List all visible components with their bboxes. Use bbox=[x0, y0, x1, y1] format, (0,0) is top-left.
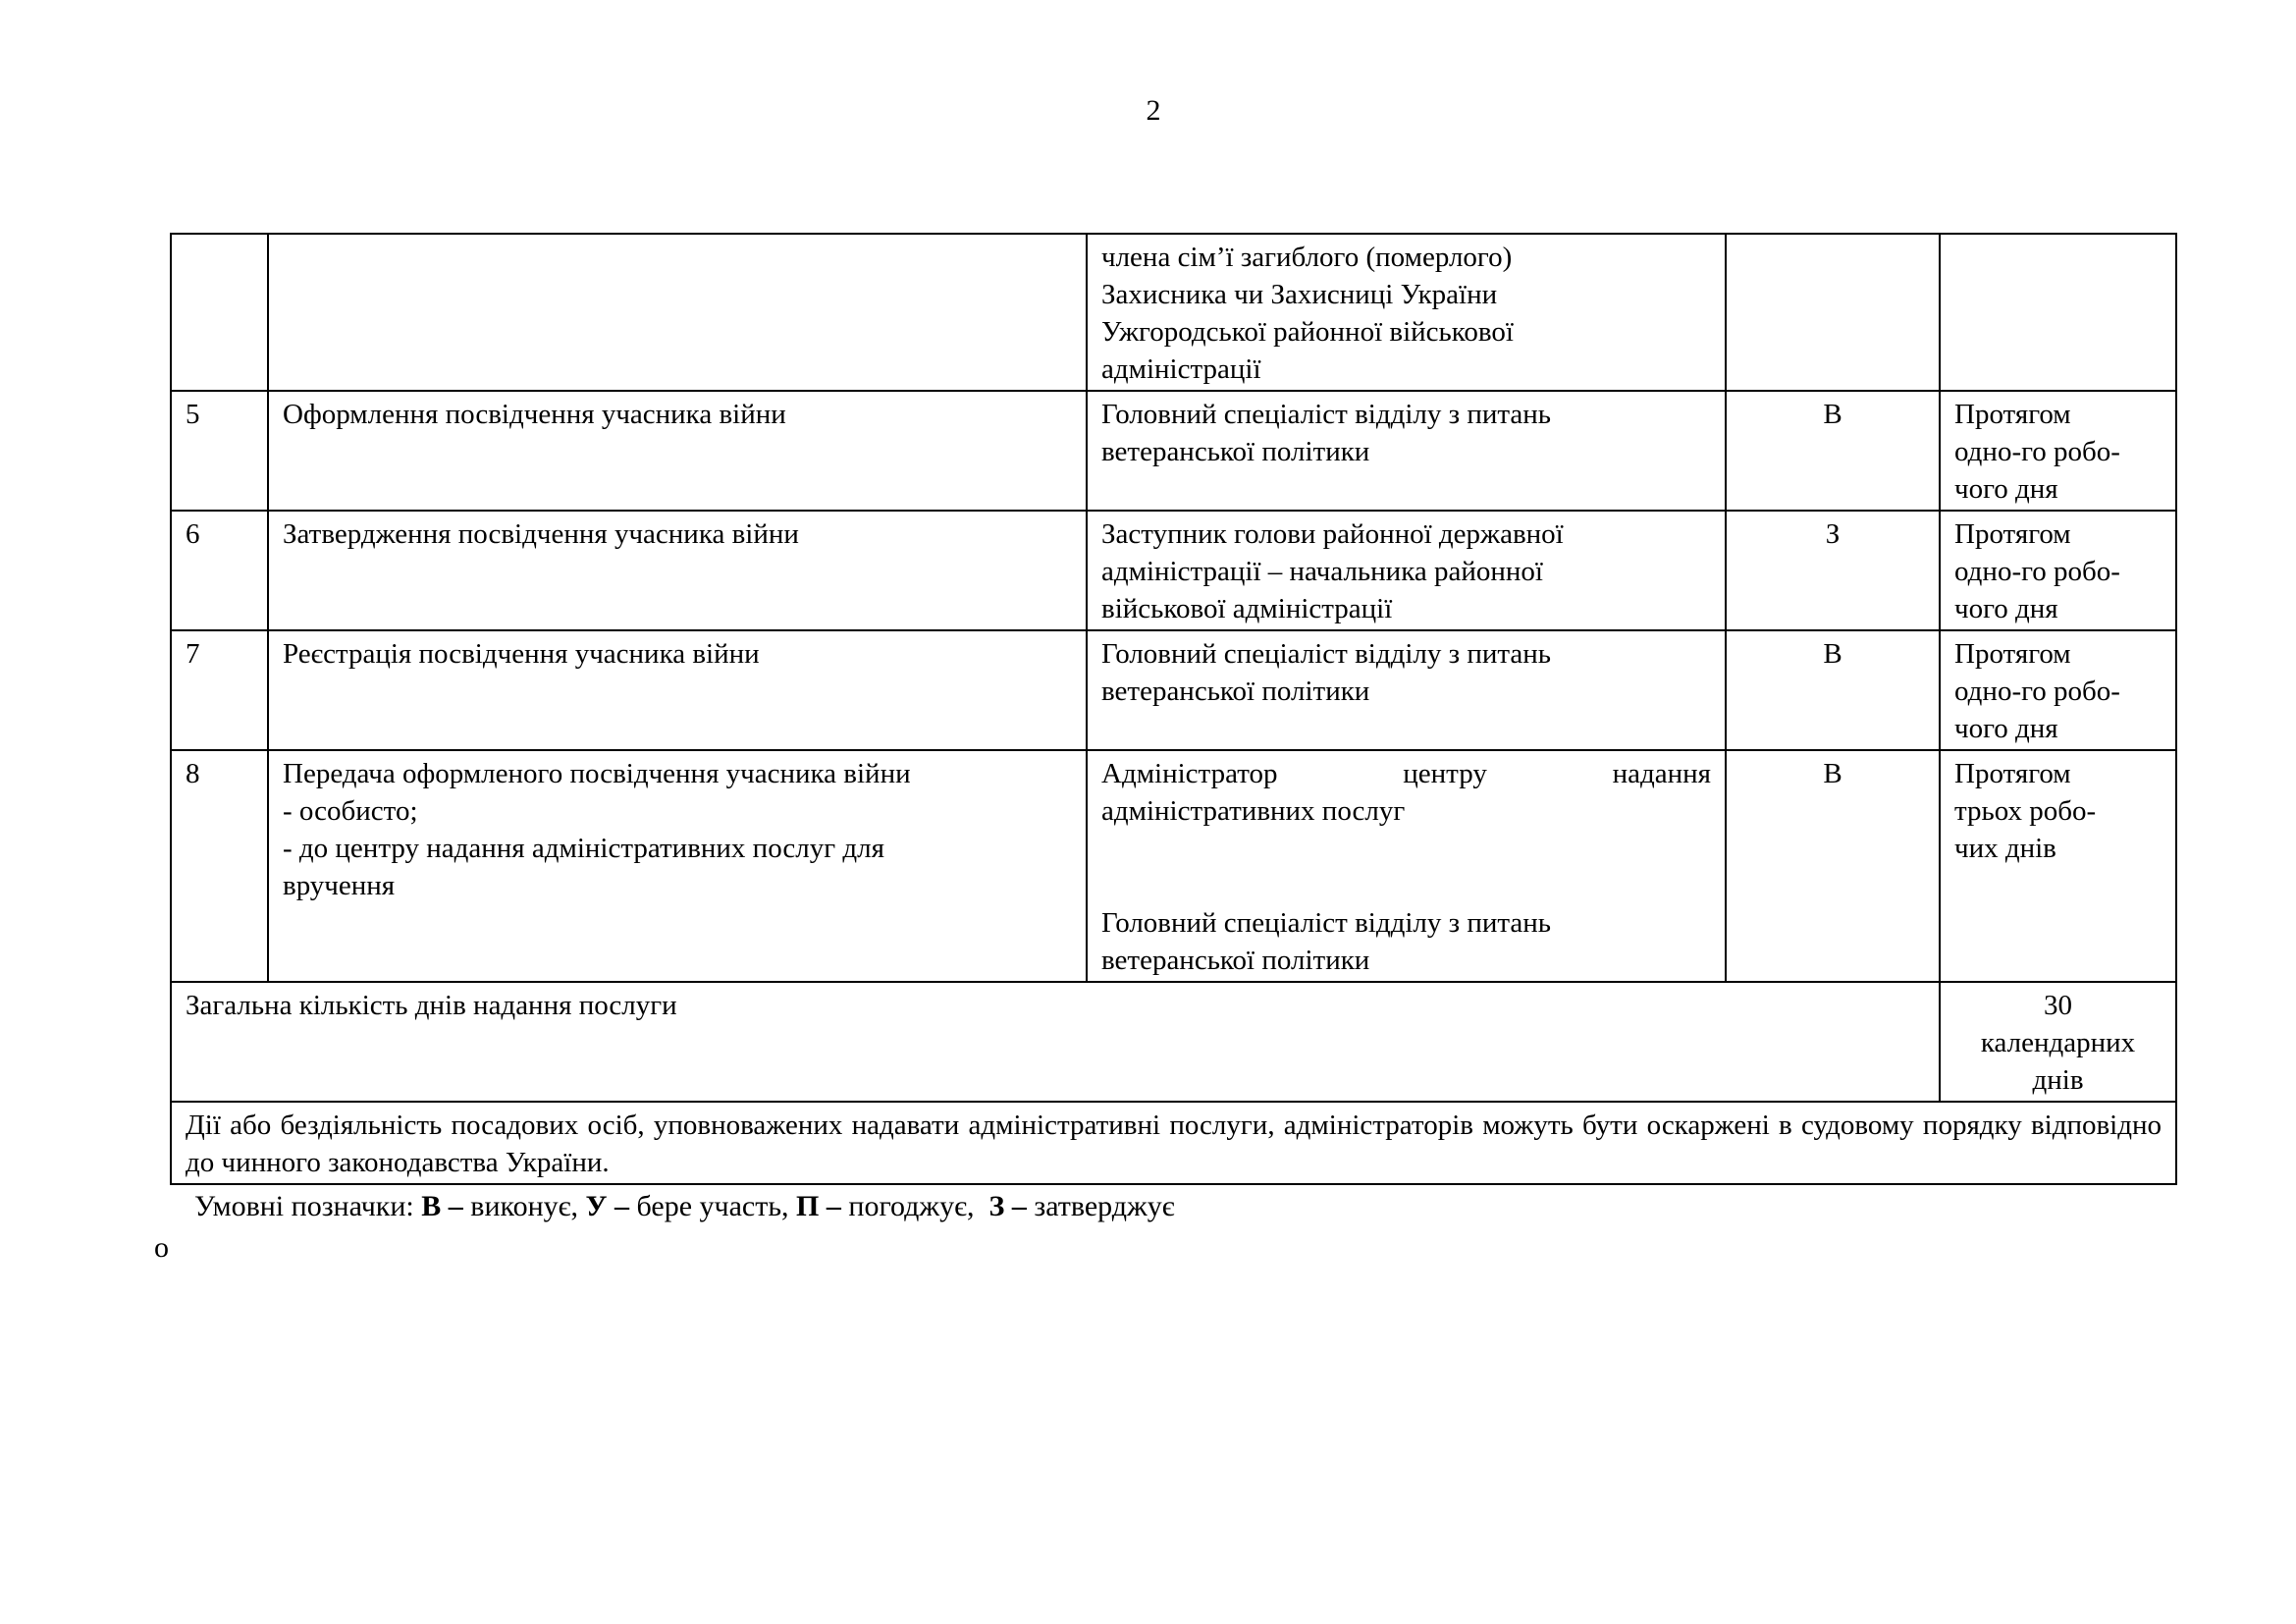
stage-cell: Оформлення посвідчення учасника війни bbox=[268, 391, 1087, 511]
legend bbox=[194, 1188, 1175, 1225]
responsible-line: Заступник голови районної державної bbox=[1101, 518, 1564, 550]
total-value-line: календарних bbox=[1980, 1027, 2136, 1058]
stage-line: - особисто; bbox=[283, 795, 418, 827]
row-number-cell: 5 bbox=[171, 391, 268, 511]
responsible-line: військової адміністрації bbox=[1101, 593, 1393, 624]
term-cell bbox=[1940, 234, 2176, 391]
stage-cell: Затвердження посвідчення учасника війни bbox=[268, 511, 1087, 630]
term-line: Протягом bbox=[1954, 638, 2071, 670]
page-number: 2 bbox=[1146, 94, 1161, 127]
responsible-line: Головний спеціаліст відділу з питань bbox=[1101, 399, 1552, 430]
stage-cell: Реєстрація посвідчення учасника війни bbox=[268, 630, 1087, 750]
term-line: чого дня bbox=[1954, 473, 2058, 505]
term-line: одно-го робо- bbox=[1954, 436, 2120, 467]
total-row bbox=[171, 982, 2176, 1102]
table-row bbox=[171, 234, 2176, 391]
responsible-line: Головний спеціаліст відділу з питань bbox=[1101, 638, 1552, 670]
total-value-line: 30 bbox=[2044, 990, 2072, 1021]
term-line: Протягом bbox=[1954, 758, 2071, 789]
row-number-cell bbox=[171, 234, 268, 391]
term-line: одно-го робо- bbox=[1954, 556, 2120, 587]
term-line: чих днів bbox=[1954, 833, 2056, 864]
term-cell bbox=[1940, 391, 2176, 511]
spacer bbox=[1101, 830, 1711, 904]
responsible-line: ветеранської політики bbox=[1101, 676, 1370, 707]
responsible-line: Ужгородської районної військової bbox=[1101, 316, 1514, 348]
responsible-cell bbox=[1087, 630, 1726, 750]
table-row bbox=[171, 391, 2176, 511]
responsible-cell bbox=[1087, 511, 1726, 630]
responsible-line: адміністрації bbox=[1101, 353, 1261, 385]
term-line: чого дня bbox=[1954, 713, 2058, 744]
appeal-text: Дії або бездіяльність посадових осіб, уповноважених надавати адміністративні послуги, адміністраторів можуть бути оскаржені в судовому порядку відповідно до чинного законодавства України. bbox=[171, 1102, 2176, 1184]
stray-character: о bbox=[154, 1231, 169, 1264]
responsible-line: члена сім’ї загиблого (померлого) bbox=[1101, 242, 1513, 273]
term-line: чого дня bbox=[1954, 593, 2058, 624]
mark-cell bbox=[1726, 234, 1940, 391]
term-line: одно-го робо- bbox=[1954, 676, 2120, 707]
term-cell bbox=[1940, 630, 2176, 750]
legend-text: погоджує, bbox=[840, 1190, 989, 1222]
responsible-line: ветеранської політики bbox=[1101, 945, 1370, 976]
responsible-line: ветеранської політики bbox=[1101, 436, 1370, 467]
process-table bbox=[170, 233, 2177, 1185]
row-number-cell: 7 bbox=[171, 630, 268, 750]
mark-cell: В bbox=[1726, 630, 1940, 750]
responsible-cell bbox=[1087, 750, 1726, 982]
row-number-cell: 6 bbox=[171, 511, 268, 630]
stage-line: вручення bbox=[283, 870, 396, 901]
legend-text: виконує, bbox=[462, 1190, 586, 1222]
responsible-cell bbox=[1087, 391, 1726, 511]
appeal-row bbox=[171, 1102, 2176, 1184]
responsible-cell bbox=[1087, 234, 1726, 391]
total-label: Загальна кількість днів надання послуги bbox=[171, 982, 1940, 1102]
total-value-line: днів bbox=[2032, 1064, 2084, 1096]
stage-line: Передача оформленого посвідчення учасника війни bbox=[283, 758, 911, 789]
legend-code: В – bbox=[421, 1190, 463, 1222]
term-cell bbox=[1940, 511, 2176, 630]
legend-text: затверджує bbox=[1026, 1190, 1175, 1222]
row-number-cell: 8 bbox=[171, 750, 268, 982]
term-line: трьох робо- bbox=[1954, 795, 2097, 827]
legend-code: З – bbox=[988, 1190, 1027, 1222]
legend-text: бере участь, bbox=[629, 1190, 797, 1222]
responsible-line: Головний спеціаліст відділу з питань bbox=[1101, 907, 1552, 939]
term-line: Протягом bbox=[1954, 399, 2071, 430]
mark-cell: В bbox=[1726, 750, 1940, 982]
table-row bbox=[171, 750, 2176, 982]
total-value-cell bbox=[1940, 982, 2176, 1102]
table-row bbox=[171, 511, 2176, 630]
table-row bbox=[171, 630, 2176, 750]
responsible-line: адміністративних послуг bbox=[1101, 795, 1406, 827]
stage-cell bbox=[268, 750, 1087, 982]
legend-code: П – bbox=[796, 1190, 841, 1222]
stage-line: - до центру надання адміністративних послуг для bbox=[283, 833, 884, 864]
term-line: Протягом bbox=[1954, 518, 2071, 550]
mark-cell: В bbox=[1726, 391, 1940, 511]
responsible-line: Адміністратор центру надання bbox=[1101, 758, 1711, 789]
responsible-line: Захисника чи Захисниці України bbox=[1101, 279, 1498, 310]
legend-prefix: Умовні позначки: bbox=[194, 1190, 422, 1222]
term-cell bbox=[1940, 750, 2176, 982]
mark-cell: З bbox=[1726, 511, 1940, 630]
stage-cell bbox=[268, 234, 1087, 391]
legend-code: У – bbox=[585, 1190, 630, 1222]
responsible-line: адміністрації – начальника районної bbox=[1101, 556, 1543, 587]
